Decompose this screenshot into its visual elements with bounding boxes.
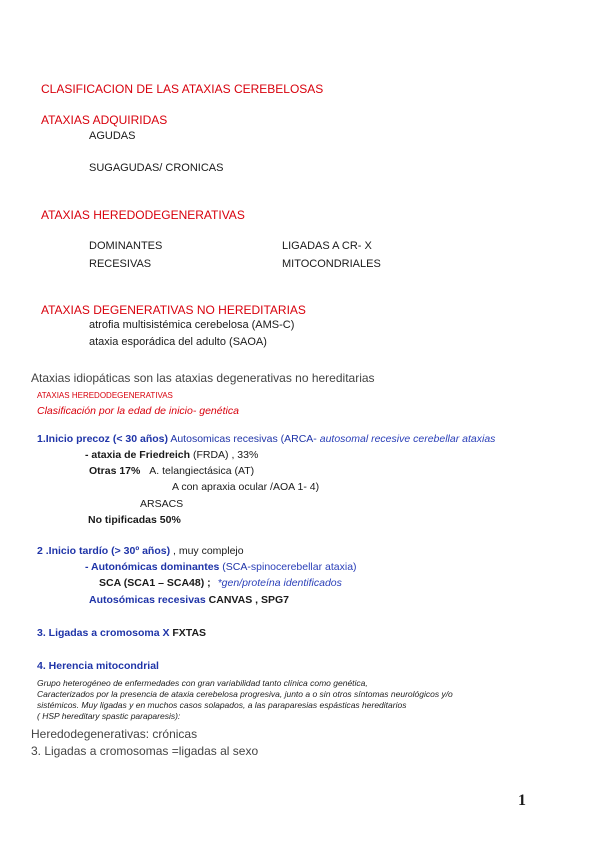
autosomicas-recesivas: Autosomicas recesivas	[170, 433, 278, 445]
friedreich-rest: (FRDA) , 33%	[192, 449, 259, 461]
list-item: SUGAGUDAS/ CRONICAS	[89, 162, 224, 174]
autosomicas-recesivas-line	[89, 594, 289, 606]
arsacs-line: ARSACS	[140, 498, 184, 510]
list-item: atrofia multisistémica cerebelosa (AMS-C)	[89, 319, 295, 331]
no-tipificadas: No tipificadas 50%	[88, 514, 181, 526]
telangiectasica: A. telangiectásica (AT)	[149, 465, 255, 477]
otras-label: Otras 17%	[89, 465, 141, 477]
section-heading-degenerativas: ATAXIAS DEGENERATIVAS NO HEREDITARIAS	[41, 303, 306, 317]
section-heading-heredodegenerativas: ATAXIAS HEREDODEGENERATIVAS	[41, 208, 245, 222]
friedreich-label: - ataxia de Friedreich	[85, 449, 191, 461]
section-heading: ATAXIAS HEREDODEGENERATIVAS	[37, 391, 173, 400]
autosomicas-recesivas-tardio: Autosómicas recesivas	[89, 594, 206, 606]
footer-note: 3. Ligadas a cromosomas =ligadas al sexo	[31, 744, 259, 758]
fxtas: FXTAS	[172, 627, 207, 639]
paragraph-line: sistémicos. Muy ligadas y en muchos casos solapados, a las paraparesias espásticas hereditarios	[37, 700, 407, 710]
sca-range: SCA (SCA1 – SCA48) ;	[99, 577, 211, 589]
sca-description: spinocerebellar ataxia)	[250, 561, 357, 573]
inicio-precoz-label: 1.Inicio precoz (< 30 años)	[37, 433, 168, 445]
paragraph-line: Caracterizados por la presencia de ataxia cerebelosa progresiva, junto a o sin otros síntomas neurológicos y/o	[37, 689, 453, 699]
ligadas-x-line	[37, 627, 206, 639]
otras-line	[89, 465, 254, 477]
paragraph-line: ( HSP hereditary spastic paraparesis):	[37, 711, 181, 721]
list-item: DOMINANTES	[89, 240, 163, 252]
inicio-tardio-line	[37, 545, 244, 557]
arca-description: autosomal recesive cerebellar ataxias	[319, 433, 496, 445]
inicio-tardio-label: 2 .Inicio tardío (> 30º años)	[37, 545, 171, 557]
sca-note: *gen/proteína identificados	[217, 577, 342, 589]
list-item: LIGADAS A CR- X	[282, 240, 372, 252]
autosomicas-recesivas-items: CANVAS , SPG7	[208, 594, 289, 606]
ligadas-x-label: 3. Ligadas a cromosoma X	[37, 627, 170, 639]
list-item: RECESIVAS	[89, 258, 152, 270]
mitocondrial-label: 4. Herencia mitocondrial	[37, 660, 159, 672]
list-item: ataxia esporádica del adulto (SAOA)	[89, 336, 267, 348]
arca-paren: (ARCA-	[280, 433, 317, 445]
list-item: MITOCONDRIALES	[282, 258, 381, 270]
note-idiopaticas: Ataxias idiopáticas son las ataxias degenerativas no hereditarias	[31, 371, 375, 385]
section-subheading: Clasificación por la edad de inicio- genética	[37, 405, 239, 417]
sca-line	[99, 577, 342, 589]
inicio-tardio-rest: , muy complejo	[173, 545, 244, 557]
page-title: CLASIFICACION DE LAS ATAXIAS CEREBELOSAS	[41, 82, 324, 96]
section-heading-adquiridas: ATAXIAS ADQUIRIDAS	[41, 113, 168, 127]
footer-note: Heredodegenerativas: crónicas	[31, 727, 198, 741]
aoa-line: A con apraxia ocular /AOA 1- 4)	[172, 481, 320, 493]
sca-paren: (SCA-	[222, 561, 251, 573]
list-item: AGUDAS	[89, 130, 136, 142]
page-number: 1	[518, 792, 526, 809]
autonomicas-dominantes-line	[85, 561, 357, 573]
friedreich-line	[85, 449, 258, 461]
paragraph-line: Grupo heterogéneo de enfermedades con gran variabilidad tanto clínica como genética,	[37, 678, 368, 688]
autonomicas-dominantes: - Autonómicas dominantes	[85, 561, 220, 573]
inicio-precoz-line	[37, 433, 495, 445]
